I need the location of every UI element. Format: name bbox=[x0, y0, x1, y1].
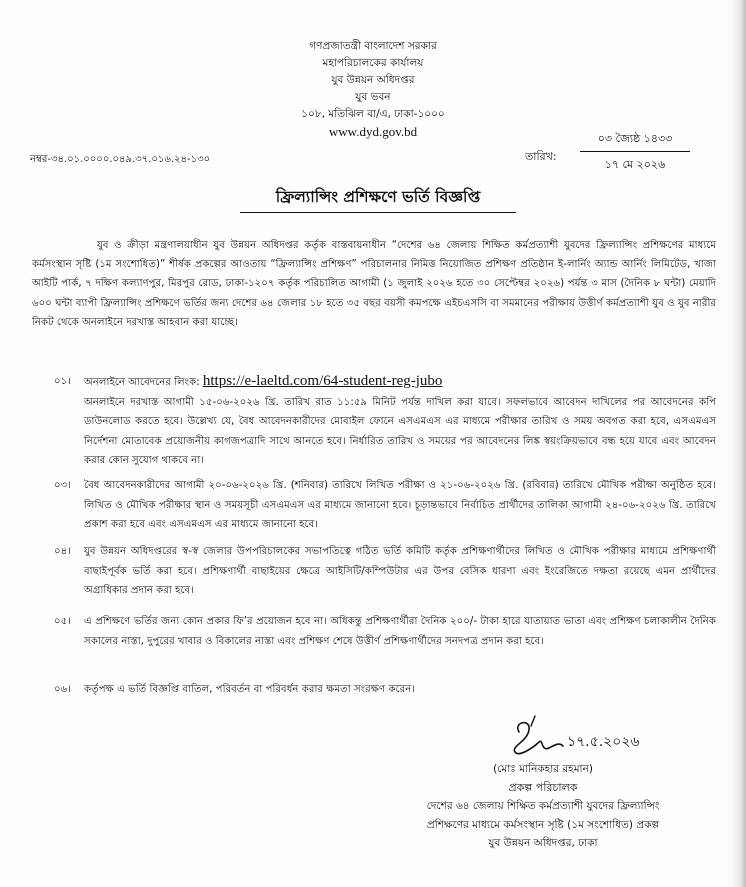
govt-name: গণপ্রজাতন্ত্রী বাংলাদেশ সরকার bbox=[309, 40, 437, 52]
signature-image bbox=[505, 712, 665, 762]
list-item bbox=[32, 372, 716, 471]
item-number: ০৪। bbox=[54, 546, 71, 557]
office-name: মহাপরিচালকের কার্যালয় bbox=[322, 57, 424, 69]
list-item bbox=[32, 476, 716, 535]
building-name: যুব ভবন bbox=[355, 91, 391, 103]
item-lead: অনলাইনে আবেদনের লিংক: bbox=[84, 377, 203, 388]
item-number: ০৩। bbox=[54, 480, 71, 491]
reference-number: নম্বর-৩৪.০১.০০০০.০৪৯.৩৭.০১৬.২৪-১৩০ bbox=[30, 154, 211, 165]
application-link[interactable]: https://e-laeltd.com/64-student-reg-jubo bbox=[202, 373, 443, 389]
list-item bbox=[32, 612, 716, 651]
item-number: ০৬। bbox=[54, 684, 71, 695]
signatory-block bbox=[378, 760, 708, 853]
signatory-name: (মোঃ মানিকহার রহমান) bbox=[493, 763, 593, 775]
letterhead bbox=[200, 38, 546, 140]
date-label: তারিখ: bbox=[525, 150, 557, 163]
list-item bbox=[32, 542, 716, 601]
item-text: যুব উন্নয়ন অধিদপ্তরের স্ব-স্ব জেলার উপপরিচালকের সভাপতিত্বে গঠিত ভর্তি কমিটি কর্তৃক প্রশিক্ষণার্থীদের লিখিত ও মৌখিক পরীক্ষার মাধ্যমে প্রশিক্ষণার্থী বাছাইপূর্বক ভর্তি করা হবে। প্রশিক্ষণার্থী বাছাইয়ের ক্ষেত্রে আইসিটি/কম্পিউটার এর উপর বেসিক ধারণা এবং ইংরেজিতে দক্ষতা রয়েছে এমন প্রার্থীদের অগ্রাধিকার প্রদান করা হবে। bbox=[84, 546, 716, 596]
item-text: কর্তৃপক্ষ এ ভর্তি বিজ্ঞপ্তি বাতিল, পরিবর্তন বা পরিবর্ধন করার ক্ষমতা সংরক্ষণ করেন। bbox=[84, 684, 415, 695]
project-name-line-1: দেশের ৬৪ জেলায় শিক্ষিত কর্মপ্রত্যাশী যুবদের ফ্রিল্যান্সিং bbox=[426, 800, 660, 812]
list-item bbox=[32, 680, 716, 700]
signatory-office: যুব উন্নয়ন অধিদপ্তর, ঢাকা bbox=[488, 837, 598, 849]
item-text: এ প্রশিক্ষণে ভর্তির জন্য কোন প্রকার ফি’র প্রয়োজন হবে না। অধিকন্তু প্রশিক্ষণার্থীরা দৈনিক ২০০/- টাকা হারে যাতায়াত ভাতা এবং প্রশিক্ষণ চলাকালীন দৈনিক সকালের নাস্তা, দুপুরের খাবার ও বিকালের নাস্তা এবং প্রশিক্ষণ শেষে উত্তীর্ণ প্রশিক্ষণার্থীদের সনদপত্র প্রদান করা হবে। bbox=[84, 616, 716, 647]
department-name: যুব উন্নয়ন অধিদপ্তর bbox=[331, 74, 415, 86]
notice-title: ফ্রিল্যান্সিং প্রশিক্ষণে ভর্তি বিজ্ঞপ্তি bbox=[240, 185, 516, 213]
item-text: বৈধ আবেদনকারীদের আগামী ২০-০৬-২০২৬ খ্রি. (শনিবার) তারিখে লিখিত পরীক্ষা ও ২১-০৬-২০২৬ খ্রি. (রবিবার) তারিখে মৌখিক পরীক্ষা অনুষ্ঠিত হবে। লিখিত ও মৌখিক পরীক্ষার স্থান ও সময়সূচী এসএমএস এর মাধ্যমে জানানো হবে। চূড়ান্তভাবে নির্বাচিত প্রার্থীদের তালিকা আগামী ২৪-০৬-২০২৬ খ্রি. তারিখে প্রকাশ করা হবে এবং এসএমএস এর মাধ্যমে জানানো হবে। bbox=[84, 480, 716, 530]
website: www.dyd.gov.bd bbox=[328, 124, 418, 139]
project-name-line-2: প্রশিক্ষণের মাধ্যমে কর্মসংস্থান সৃষ্টি (১ম সংশোধিত) প্রকল্প bbox=[426, 818, 660, 831]
item-number: ০৫। bbox=[54, 616, 71, 627]
address: ১০৮, মতিঝিল বা/এ, ঢাকা-১০০০ bbox=[301, 108, 445, 120]
date-bangla: ০৩ জ্যৈষ্ঠ ১৪৩৩ bbox=[580, 130, 690, 152]
signatory-designation: প্রকল্প পরিচালক bbox=[508, 780, 578, 794]
page-edge-shadow bbox=[730, 0, 746, 887]
date-block bbox=[580, 130, 690, 175]
date-gregorian: ১৭ মে ২০২৬ bbox=[604, 158, 666, 171]
signature-date: ১৭.৫.২০২৬ bbox=[567, 734, 640, 750]
item-text: অনলাইনে দরখাস্ত আগামী ১৫-০৬-২০২৬ খ্রি. তারিখ রাত ১১:৫৯ মিনিট পর্যন্ত দাখিল করা যাবে। সফলভাবে আবেদন দাখিলের পর আবেদনের কপি ডাউনলোড করতে হবে। উল্লেখ্য যে, বৈধ আবেদনকারীদের মোবাইল ফোনে এসএমএস এর মাধ্যমে পরীক্ষার তারিখ ও সময় অবগত করা হবে, এসএমএস নির্দেশনা মোতাবেক প্রয়োজনীয় কাগজপত্রাদি সাথে আনতে হবে। নির্ধারিত তারিখ ও সময়ের পর আবেদনের লিঙ্ক স্বয়ংক্রিয়ভাবে বন্ধ হয়ে যাবে এবং আবেদন করার কোন সুযোগ থাকবে না। bbox=[84, 396, 716, 466]
intro-paragraph: যুব ও ক্রীড়া মন্ত্রণালয়াধীন যুব উন্নয়ন অধিদপ্তর কর্তৃক বাস্তবায়নাধীন “দেশের ৬৪ জেলায় শিক্ষিত কর্মপ্রত্যাশী যুবদের ফ্রিল্যান্সিং প্রশিক্ষণের মাধ্যমে কর্মসংস্থান সৃষ্টি (১ম সংশোধিত)” শীর্ষক প্রকল্পের আওতায় “ফ্রিল্যান্সিং প্রশিক্ষণ” পরিচালনার নিমিত্ত নিয়োজিত প্রশিক্ষণ প্রতিষ্ঠান ই-লার্নিং অ্যান্ড আর্নিং লিমিটেড, খাজা আইটি পার্ক, ৭ দক্ষিণ কল্যাণপুর, মিরপুর রোড, ঢাকা-১২০৭ কর্তৃক পরিচালিত আগামী (১ জুলাই ২০২৬ হতে ৩০ সেপ্টেম্বর ২০২৬) পর্যন্ত ৩ মাস (দৈনিক ৮ ঘন্টা) মেয়াদি ৬০০ ঘন্টা ব্যাপী ফ্রিল্যান্সিং প্রশিক্ষণে ভর্তির জন্য দেশের ৬৪ জেলার ১৮ হতে ৩৫ বছর বয়সী কমপক্ষে এইচএসসি বা সমমানের পরীক্ষায় উত্তীর্ণ কর্মপ্রত্যাশী যুব ও যুব নারীর নিকট থেকে অনলাইনে দরখাস্ত আহবান করা যাচ্ছে। bbox=[32, 240, 716, 328]
item-number: ০১। bbox=[54, 376, 71, 387]
